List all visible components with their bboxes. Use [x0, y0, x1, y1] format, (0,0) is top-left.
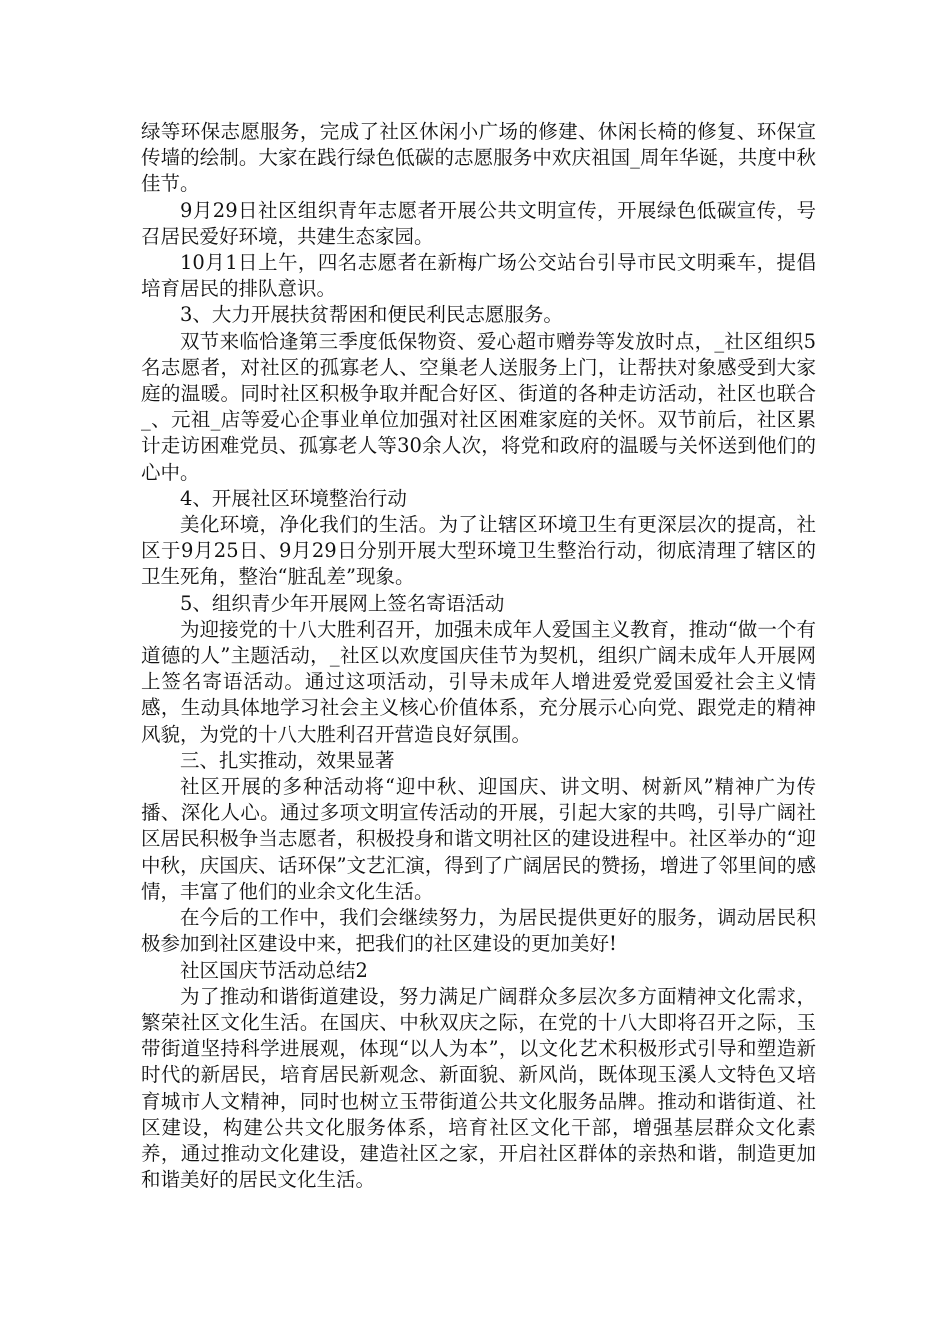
- paragraph-body: 双节来临恰逢第三季度低保物资、爱心超市赠券等发放时点，_社区组织5名志愿者，对社区的孤寡老人、空巢老人送服务上门，让帮扶对象感受到大家庭的温暖。同时社区积极争取并配合好区、街道的各种走访活动，社区也联合_、元祖_店等爱心企事业单位加强对社区困难家庭的关怀。双节前后，社区累计走访困难党员、孤寡老人等30余人次，将党和政府的温暖与关怀送到他们的心中。: [141, 329, 816, 484]
- paragraph-body: 为了推动和谐街道建设，努力满足广阔群众多层次多方面精神文化需求，繁荣社区文化生活。在国庆、中秋双庆之际，在党的十八大即将召开之际，玉带街道坚持科学进展观，体现“以人为本”，以文化艺术积极形式引导和塑造新时代的新居民，培育居民新观念、新面貌、新风尚，既体现玉溪人文特色又培育城市人文精神，同时也树立玉带街道公共文化服务品牌。推动和谐街道、社区建设，构建公共文化服务体系，培育社区文化干部，增强基层群众文化素养，通过推动文化建设，建造社区之家，开启社区群体的亲热和谐，制造更加和谐美好的居民文化生活。: [141, 984, 816, 1192]
- paragraph-continued: 绿等环保志愿服务，完成了社区休闲小广场的修建、休闲长椅的修复、环保宣传墙的绘制。大家在践行绿色低碳的志愿服务中欢庆祖国_周年华诞，共度中秋佳节。: [141, 120, 816, 196]
- section-heading: 4、开展社区环境整治行动: [180, 486, 407, 510]
- paragraph-body: 美化环境，净化我们的生活。为了让辖区环境卫生有更深层次的提高，社区于9月25日、9月29日分别开展大型环境卫生整治行动，彻底清理了辖区的卫生死角，整治“脏乱差”现象。: [141, 513, 816, 589]
- paragraph-body: 10月1日上午，四名志愿者在新梅广场公交站台引导市民文明乘车，提倡培育居民的排队意识。: [141, 251, 816, 301]
- section-heading: 5、组织青少年开展网上签名寄语活动: [180, 591, 505, 615]
- section-heading: 3、大力开展扶贫帮困和便民利民志愿服务。: [180, 303, 563, 327]
- paragraph-body: 为迎接党的十八大胜利召开，加强未成年人爱国主义教育，推动“做一个有道德的人”主题活动，_社区以欢度国庆佳节为契机，组织广阔未成年人开展网上签名寄语活动。通过这项活动，引导未成年人增进爱党爱国爱社会主义情感，生动具体地学习社会主义核心价值体系，充分展示心向党、跟党走的精神风貌，为党的十八大胜利召开营造良好氛围。: [141, 617, 816, 746]
- section-heading: 社区国庆节活动总结2: [180, 958, 368, 982]
- paragraph-body: 9月29日社区组织青年志愿者开展公共文明宣传，开展绿色低碳宣传，号召居民爱好环境，共建生态家园。: [141, 198, 816, 248]
- paragraph-body: 社区开展的多种活动将“迎中秋、迎国庆、讲文明、树新风”精神广为传播、深化人心。通过多项文明宣传活动的开展，引起大家的共鸣，引导广阔社区居民积极争当志愿者，积极投身和谐文明社区的建设进程中。社区举办的“迎中秋，庆国庆、话环保”文艺汇演，得到了广阔居民的赞扬，增进了邻里间的感情，丰富了他们的业余文化生活。: [141, 775, 816, 903]
- paragraph-body: 在今后的工作中，我们会继续努力，为居民提供更好的服务，调动居民积极参加到社区建设中来，把我们的社区建设的更加美好!: [141, 906, 816, 956]
- section-heading: 三、扎实推动，效果显著: [180, 748, 395, 772]
- document-page: [141, 119, 816, 1193]
